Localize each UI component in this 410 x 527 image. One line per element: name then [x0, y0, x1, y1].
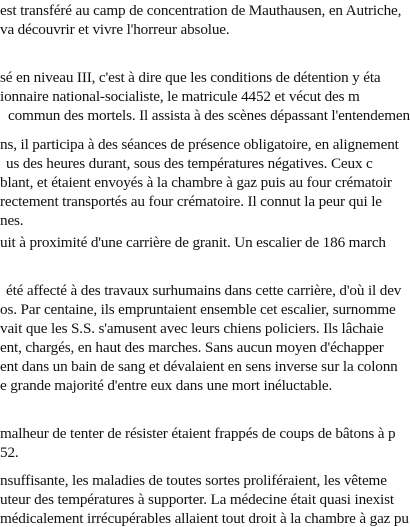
- text-line: rectement transportés au four crématoire. Il connut la peur qui le: [0, 193, 382, 210]
- text-line: 52.: [0, 444, 19, 461]
- text-line: nsuffisante, les maladies de toutes sortes proliféraient, les vêteme: [0, 472, 387, 489]
- text-line: uit à proximité d'une carrière de granit. Un escalier de 186 march: [0, 234, 386, 251]
- text-line: ent dans un bain de sang et dévalaient en sens inverse sur la colonn: [0, 358, 398, 375]
- text-line: uteur des températures à supporter. La médecine était quasi inexist: [0, 491, 394, 508]
- text-line: sé en niveau III, c'est à dire que les conditions de détention y éta: [0, 69, 381, 86]
- text-line: commun des mortels. Il assista à des scènes dépassant l'entendemen: [8, 107, 410, 124]
- text-line: ns, il participa à des séances de présence obligatoire, en alignement: [0, 136, 399, 153]
- text-line: ent, chargés, en haut des marches. Sans aucun moyen d'échapper: [0, 339, 384, 356]
- text-line: vait que les S.S. s'amusent avec leurs chiens policiers. Ils lâchaie: [0, 320, 384, 337]
- text-line: nes.: [0, 212, 24, 229]
- text-line: ionnaire national-socialiste, le matricule 4452 et vécut des m: [0, 88, 360, 105]
- text-line: médicalement irrécupérables allaient tout droit à la chambre à gaz pu: [0, 510, 409, 527]
- text-line: malheur de tenter de résister étaient frappés de coups de bâtons à p: [0, 425, 396, 442]
- text-line: été affecté à des travaux surhumains dans cette carrière, d'où il dev: [6, 282, 402, 299]
- text-line: va découvrir et vivre l'horreur absolue.: [0, 21, 230, 38]
- text-line: est transféré au camp de concentration de Mauthausen, en Autriche,: [0, 2, 402, 19]
- text-line: blant, et étaient envoyés à la chambre à gaz puis au four crématoir: [0, 174, 392, 191]
- text-line: e grande majorité d'entre eux dans une mort inéluctable.: [0, 377, 333, 394]
- text-line: os. Par centaine, ils empruntaient ensemble cet escalier, surnomme: [0, 301, 396, 318]
- text-line: us des heures durant, sous des températures négatives. Ceux c: [6, 155, 373, 172]
